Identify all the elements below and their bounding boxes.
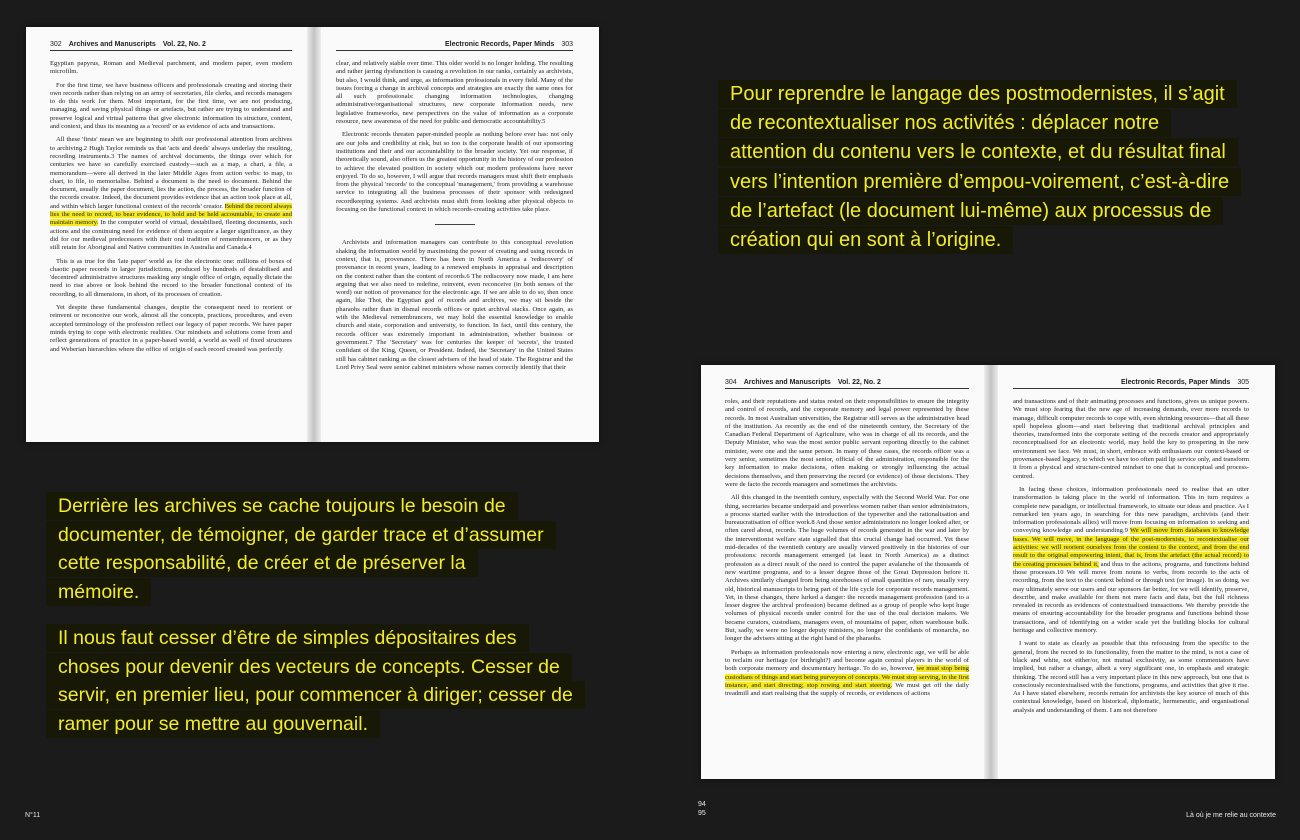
book-spread-top [26,27,599,442]
paragraph: This is as true for the 'late paper' world as for the electronic one: millions of boxes of chaotic paper records in larger jurisdictions, produced by hundreds of destabilised and 'decentred' administrative structures masking any single office of origin, equally dictate the need to rise above or look behind the record to the broader functional context of its recording, to all dimensions, in short, of its processes of creation. [50,257,292,298]
paragraph: Yet despite these fundamental changes, despite the consequent need to reorient or reinvent or reconceive our work, almost all the concepts, practices, procedures, and even accepted terminology of the profession reflect our legacy of paper records. We have paper minds trying to cope with electronic realities. Our mindsets and solutions come from and reflect generations of practice in a paper-based world, a world as well of fixed structures and Weberian hierarchies where the office of origin of each record created was perfectly [50,304,292,353]
journal-title: Archives and Manuscripts [743,379,831,386]
page-number: 303 [561,41,573,48]
paragraph: Electronic records threaten paper-minded people as nothing before ever has: not only are our jobs and credibility at risk, but so too is the corporate health of our sponsoring institutions and their and our accountability to the broader society. Yet our response, if theoretically sound, also offers us the greatest opportunity in the history of our profession to achieve the elevated position in society which our modern professions have never enjoyed. To do so, however, I will argue that records managers must shift their emphasis from the physical 'records' to the conceptual 'management,' from providing a warehouse service to integrating all the business processes of their sponsor with redesigned recordkeeping systems. And archivists must shift from looking after physical objects to focusing on the functional context in which records-creating activities take place. [336,131,573,214]
paragraph: clear, and relatively stable over time. This older world is no longer holding. The resulting and rather jarring dysfunction is causing a revolution in our ranks, certainly as archivists, but also, I would think, and urge, as information professionals in every field. Many of the issues forcing a change in archival concepts and strategies are exactly the same ones for all such professionals: changing information technologies, changing administrative/organisational structures, new corporate information needs, new legislative frameworks, new perspectives on the value of information as a corporate resource, new awareness of the need for public and democratic accountability.5 [336,60,573,126]
running-title: Electronic Records, Paper Minds [1121,379,1231,386]
pull-quote-text: Pour reprendre le langage des postmodernistes, il s’agit de recontextualiser nos activités : déplacer notre attention du contenu vers le contexte, et du résultat final vers l’intention première d’empou-voirement, c’est-à-dire de l’artefact (le document lui-même) aux processus de création qui en sont à l’origine. [718,80,1241,254]
body-text [50,60,292,354]
folio-left: 94 [698,801,706,808]
running-head [1013,379,1249,389]
page-304 [701,365,991,779]
paragraph: roles, and their reputations and status rested on their responsibilities to ensure the integrity and control of records, and the corporate memory and legal power represented by these records. In most Australian universities, the Registrar still serves as the administrative head of the institution. As recently as the end of the nineteenth century, the Secretary of the Canadian Federal Department of Agriculture, who was in charge of all its records, and the Deputy Minister, who was the most senior public servant reporting directly to the cabinet minister, were one and the same person. In many of these cases, the records officer was a very senior, sometimes the most senior, official of the administration, responsible for the key information to make decisions, often making or strongly influencing the actual decisions themselves, and then preserving the record (or evidence) of those decisions. They were de facto the records managers and sometimes the archivists. [725,398,969,488]
paragraph-text: In facing these choices, information professionals need to realise that an utter transformation is taking place in the world of information. This in turn requires a complete new paradigm, or intellectual framework, to situate our ideas and practice. As I remarked ten years ago, in searching for this new paradigm, archivists (and their information professionals allies) will move from focusing on information to seeking and conveying knowledge and understanding.9 [1013,485,1249,535]
paragraph: For the first time, we have business officers and professionals creating and storing their own records rather than relying on an army of secretaries, file clerks, and records managers to do this work for them. Most important, for the first time, we are not producing, managing, and saving physical things or artefacts, but rather are trying to understand and preserve logical and virtual patterns that give electronic information its structure, content, and context, and thus its meaning as a 'record' or as evidence of acts and transactions. [50,81,292,131]
highlighted-passage: We will move from databases to knowledge bases. We will move, in the language of the post-modernists, to recontextualise our activities: we will reorient ourselves from the content to the context, and from the end result to the original empowering intent, that is, from the artefact (the actual record) to the creating processes behind it, [1013,527,1250,568]
pull-quote-documenter [46,492,556,606]
page-number: 302 [50,41,62,48]
page-305 [991,365,1275,779]
paragraph: Egyptian papyrus, Roman and Medieval parchment, and modern paper, even modern microfilm. [50,60,292,76]
paragraph-text: Perhaps as information professionals now entering a new, electronic age, we will be able to reclaim our heritage (or birthright?) and become again central players in the world of both corporate memory and documentary heritage. To do so, however, [725,648,969,673]
paragraph-text: and thus to the actions, programs, and functions behind those processes.10 We will move from nouns to verbs, from records to the acts of recording, from the text to the context behind or through text (or image). In so doing, we may ultimately serve our users and our sponsors far better, for we will identify, preserve, describe, and make available for them not mere facts and data, but the full richness revealed in records as evidences of contextualised transactions. We thereby provide the means of ensuring accountability for the broader programs and functions behind those transactions, and of identifying on a wider scale yet the building blocks for cultural heritage and collective memory. [1013,560,1249,635]
section-separator [435,224,475,225]
book-spread-bottom [701,365,1275,779]
paragraph [50,136,292,252]
paragraph [1013,486,1249,635]
volume-label: Vol. 22, No. 2 [162,41,206,48]
running-head [50,41,292,51]
pull-quote-gouvernail [46,624,576,738]
section-title: Là où je me relie au contexte [1186,812,1276,819]
paragraph-text: In the computer world of virtual, destabilised, fleeting documents, such actions and the continuing need for evidence of them acquire a larger significance, as they did for our medieval predecessors with their oral tradition of remembrancers, or as they still retain for Aboriginal and Native communities in Australia and Canada.4 [50,219,292,252]
running-title: Electronic Records, Paper Minds [445,41,555,48]
paragraph-text: All these 'firsts' mean we are beginning to shift our professional attention from archives to archiving.2 Hugh Taylor reminds us that 'acts and deeds' always underlay the resulting, recording instruments.3 The names of archival documents, the things over which for centuries we have so carefully exercised custody—such as a map, a chart, a file, a memorandum—were all derived in the later Middle Ages from action verbs: to map, to chart, to file, to memorialise. Behind a document is the need to document. Behind the document, usually the paper document, lies the action, the process, the broader function of the records creator. Indeed, the document provides evidence that an action took place at all, and within which larger functional context of the records' creator. [50,136,292,210]
running-head [336,41,573,51]
page-number: 304 [725,379,737,386]
body-text [1013,398,1249,715]
folio-right: 95 [698,810,706,817]
paragraph-text: We must get off the daily treadmill and start realising that the supply of records, or evidences of actions [725,681,969,698]
paragraph: I want to state as clearly as possible that this refocusing from the specific to the general, from the record to its functionality, from the matter to the mind, is not a case of black and white, not either/or, not mutual exclusivity, as some commentators have implied, but rather a change, albeit a very significant one, in emphasis and strategic thinking. The record still has a very important place in this new approach, but one that is consciously recontextualised with the functions, programs, and activities that give it rise. As I have stated elsewhere, records remain for archivists the key source of much of this contextual knowledge, based on historical, diplomatic, hermeneutic, and organisational analysis and understanding of them. I am not therefore [1013,640,1249,714]
journal-title: Archives and Manuscripts [68,41,156,48]
paragraph: Archivists and information managers can contribute to this conceptual revolution shaking the information world by maximising the power of creating and using records in context, that is, provenance. There has been in North America a 'rediscovery' of provenance in recent years, leading to a renewed emphasis in appraisal and description on the context rather than the content of records.6 The rediscovery now made, I am here arguing that we also need to redefine, reinvent, even reconceive (in both senses of the word) our notion of provenance for the electronic age. If we are able to do so, then once again, like Thot, the Egyptian god of records and archives, we may sit beside the pharaohs rather than in dismal records offices or quiet archival stacks. Once again, as with the Medieval remembrancers, we may hold the essential knowledge to enable church and state, corporation and university, to function. In fact, until this century, the records officer was extremely important in administration, whether business or government.7 The 'Secretary' was for centuries the keeper of 'secrets', the trusted confidant of the King, Queen, or President. Indeed, the 'Secretary' in the United States still has cabinet ranking as the closest advisers of the head of state. The Registrar and the Lord Privy Seal were senior cabinet ministers whose names correctly identify that their [336,239,573,371]
paragraph: All this changed in the twentieth century, especially with the Second World War. For one thing, secretaries became underpaid and powerless women rather than senior administrators, a process started earlier with the introduction of the typewriter and the rationalisation and bureaucratisation of office work.8 And those senior administrators no longer looked after, or often cared about, records. The huge volumes of records generated in the war and later by the interventionist welfare state signalled that this crucial change had occurred. Yet these mid-decades of the twentieth century are usually viewed positively in the histories of our professions: records management emerged (at least in North America) as a distinct profession as a direct result of the need to control the paper avalanche of the thousands of new wartime programs, and to a lesser degree those of the Great Depression before it. Archives similarly changed from being storehouses of small quantities of rare, usually very old, historical manuscripts to being part of the life cycle for corporate records management. Yet, in these changes, there lurked a danger: the records management profession (and to a lesser degree the archival profession) became defined as a group of people who kept huge volumes of physical records under control for the use of the real decision makers. We became curators, custodians, managers even, of mountains of paper, often warehouse bulk. But, sadly, we were no longer deputy ministers, no longer the confidants of monarchs, no longer the advisers sitting at the right hand of the pharaohs. [725,494,969,643]
page-number: 305 [1237,379,1249,386]
body-text [336,239,573,372]
folio [698,800,706,818]
issue-number: N°11 [25,812,41,819]
pull-quote-recontextualiser [718,80,1230,255]
paragraph: and transactions and of their animating processes and functions, gives us unique powers. We must stop fearing that the new age of increasing demands, ever more records to manage, difficult computer records to cope with, even shrinking resources—that all these spell hopeless gloom—and start believing that traditional archival principles and theories, transformed into the corporate setting of the records creator and appropriately reconceptualised for an electronic world, may hold the key to prospering in the new environment we face. We must, in short, embrace with enthusiasm our context-based or provenance-based legacy, to which we have too often paid lip service only, and transform it from a physical and structure-centred mindset to one that is conceptual and process-centred. [1013,398,1249,480]
pull-quote-text: Il nous faut cesser d’être de simples dépositaires des choses pour devenir des vecteurs de concepts. Cesser de servir, en premier lieu, pour commencer à diriger; cesser de ramer pour se mettre au gouvernail. [46,624,585,738]
paragraph [725,649,969,699]
volume-label: Vol. 22, No. 2 [837,379,881,386]
highlighted-passage: Behind the record always lies the need to record, to bear evidence, to hold and be held accountable, to create and maintain memory. [50,202,292,227]
page-303 [314,27,599,442]
pull-quote-text: Derrière les archives se cache toujours le besoin de documenter, de témoigner, de garder trace et d’assumer cette responsabilité, de créer et de préserver la mémoire. [46,492,556,606]
body-text [725,398,969,698]
highlighted-passage: we must stop being custodians of things and start being purveyors of concepts. We must stop serving, in the first instance, and start directing; stop rowing and start steering. [725,665,969,689]
running-head [725,379,969,389]
body-text [336,60,573,214]
page-302 [26,27,314,442]
